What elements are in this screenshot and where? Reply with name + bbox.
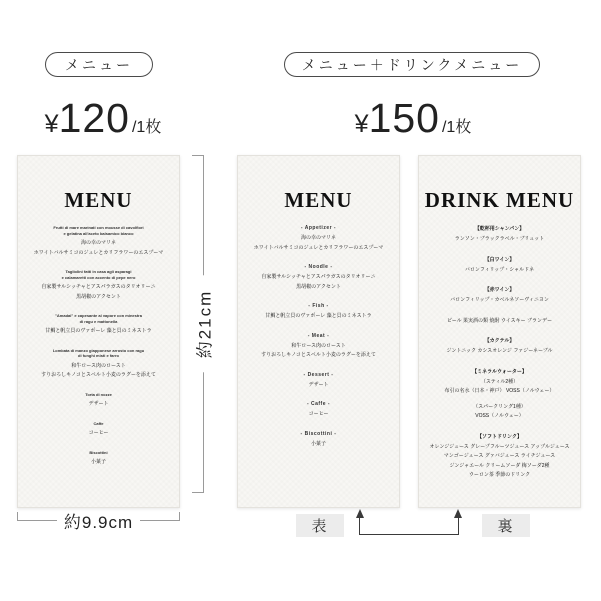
drink-menu-line: DRINK MENU	[424, 188, 575, 212]
drink-menu-line: VOSS（ノルウェー）	[475, 413, 524, 419]
menu-tag-label: メニュー	[65, 56, 133, 73]
menu-card-line: 甘鯛と帆立貝のヴァポーレ 藻と貝のミネストラ	[45, 328, 152, 334]
menu-card-line: Caffe	[93, 420, 104, 426]
menu-card-line: - Fish -	[308, 303, 329, 309]
dimension-tick	[192, 155, 204, 156]
drink-menu-line: ビール 果実酒の類 焼酎 ウイスキー ブランデー	[446, 317, 553, 324]
menu-card-line: - Noodle -	[304, 264, 333, 270]
menu-card-full	[17, 155, 180, 508]
height-dimension-label: 約21cm	[191, 276, 216, 373]
menu-card-line: - Dessert -	[303, 371, 334, 378]
drink-menu-line: 【ミネラルウォーター】	[472, 368, 527, 375]
menu-card-line: コーヒー	[308, 411, 329, 417]
menu-card-line: デザート	[308, 381, 329, 388]
drink-menu-line: バロンフィリップ・シャルドネ	[464, 266, 535, 273]
drink-menu-line: （スパークリング1種）	[473, 403, 526, 410]
width-dimension-bracket	[17, 510, 180, 532]
dimension-tick	[192, 492, 204, 493]
front-side-label: 表	[296, 514, 344, 537]
menu-card-line: 小菓子	[90, 459, 106, 465]
menu-plus-drink-price	[333, 95, 493, 142]
menu-card-line: di funghi misti e farro	[78, 353, 119, 358]
menu-card-line: Torta di nozze	[85, 391, 112, 397]
menu-card-line: ホワイトバルサミコのジュレとカリフラワーのエスプーマ	[253, 244, 384, 251]
menu-card-line: デザート	[88, 401, 109, 407]
up-arrow-icon	[356, 509, 364, 518]
drink-menu-line: 【乾杯用シャンパン】	[474, 226, 525, 232]
menu-card-line: Lombata di manzo giapponese arrosto con ragu	[52, 347, 145, 353]
drink-menu-line: 【赤ワイン】	[484, 287, 515, 293]
drink-menu-line: 布引の名水（日本・神戸） VOSS（ノルウェー）	[444, 388, 555, 394]
drink-menu-line: マンゴージュース グァバジュース ライチジュース	[443, 453, 556, 459]
height-dimension-bracket	[191, 155, 215, 493]
menu-plus-drink-tag-label: メニュー＋ドリンクメニュー	[301, 56, 523, 73]
menu-card-line: すりおろしキノコとスペルト小麦のラグーを添えて	[41, 372, 156, 378]
drink-menu-line: ジントニック カシスオレンジ ファジーネーブル	[446, 348, 553, 354]
menu-card-line: 自家製サルシッチャとアスパラガスのタリオリーニ	[261, 274, 376, 280]
drink-menu-line: 【カクテル】	[484, 338, 515, 344]
menu-price	[28, 95, 178, 142]
yen-symbol: ¥	[44, 110, 59, 138]
menu-card-line: 甘鯛と帆立貝のヴァポーレ 藻と貝のミネストラ	[265, 313, 372, 319]
drink-menu-card-back-side	[418, 155, 581, 508]
drink-menu-line: オレンジジュース グレープフルーツジュース アップルジュース	[429, 443, 570, 450]
drink-menu-line: 【白ワイン】	[484, 256, 515, 263]
up-arrow-icon	[454, 509, 462, 518]
price-amount: 120	[58, 95, 130, 141]
menu-card-line: MENU	[284, 188, 353, 212]
menu-card-line: - Caffe -	[306, 401, 331, 407]
yen-symbol: ¥	[354, 110, 369, 138]
menu-card-line: 海の幸のマリネ	[81, 240, 116, 246]
menu-card-line: コーヒー	[88, 430, 109, 436]
menu-card-front-side	[237, 155, 400, 508]
menu-card-line: 小菓子	[310, 440, 326, 447]
width-dimension-label: 約9.9cm	[63, 512, 134, 532]
menu-card-line: "Amadai" e capesante al vapore con minestra	[55, 313, 142, 318]
back-side-label: 裏	[482, 514, 530, 537]
connector-line	[359, 517, 459, 535]
menu-card-line: Biscottini	[89, 449, 108, 455]
menu-plus-drink-tag-pill	[284, 52, 540, 77]
drink-menu-line: ランソン・ブラックラベル・ブリュット	[454, 236, 545, 242]
drink-menu-line: （スティル2種）	[480, 378, 519, 385]
menu-card-line: di ragu e mattonella	[79, 318, 118, 324]
menu-card-line: 和牛ロース肉のロースト	[291, 342, 346, 349]
menu-card-line: - Biscottini -	[300, 430, 337, 437]
menu-card-line: MENU	[64, 188, 133, 212]
dimension-line	[140, 510, 180, 528]
drink-menu-line: 【ソフトドリンク】	[477, 433, 522, 440]
menu-tag-pill	[45, 52, 153, 77]
menu-card-line: 黒胡椒のアクセント	[296, 283, 341, 290]
drink-menu-line: バロンフィリップ・カベルネソーヴィニヨン	[450, 297, 549, 303]
dimension-line	[17, 510, 57, 528]
menu-card-line: - Appetizer -	[300, 225, 337, 231]
front-back-connector	[356, 509, 462, 536]
drink-menu-line: ジンジャエール クリームソーダ 梅ソーダ2種	[449, 462, 550, 469]
menu-card-line: 和牛ロース肉のロースト	[71, 362, 126, 369]
menu-card-line: e gelatina all'aceto balsamico bianco	[63, 230, 134, 236]
menu-card-line: e calamaretti con accento di pepe nero	[61, 274, 136, 280]
menu-card-line: 黒胡椒のアクセント	[76, 293, 121, 300]
menu-card-line: ホワイトバルサミコのジュレとカリフラワーのエスプーマ	[33, 249, 164, 256]
price-unit: /1枚	[131, 119, 162, 136]
menu-card-line: 自家製サルシッチャとアスパラガスのタリオリーニ	[41, 284, 156, 290]
drink-menu-line: ウーロン茶 季節のドリンク	[468, 472, 531, 478]
price-unit: /1枚	[441, 119, 472, 136]
menu-card-line: Tagliolini fatti in casa agli asparagi	[65, 269, 132, 274]
menu-card-line: すりおろしキノコとスペルト小麦のラグーを添えて	[261, 352, 376, 358]
menu-card-line: 海の幸のマリネ	[301, 235, 336, 241]
price-amount: 150	[368, 95, 440, 141]
menu-card-line: - Meat -	[307, 332, 330, 339]
menu-card-line: Frutti di mare marinati con mousse di cavolfiori	[53, 225, 144, 230]
